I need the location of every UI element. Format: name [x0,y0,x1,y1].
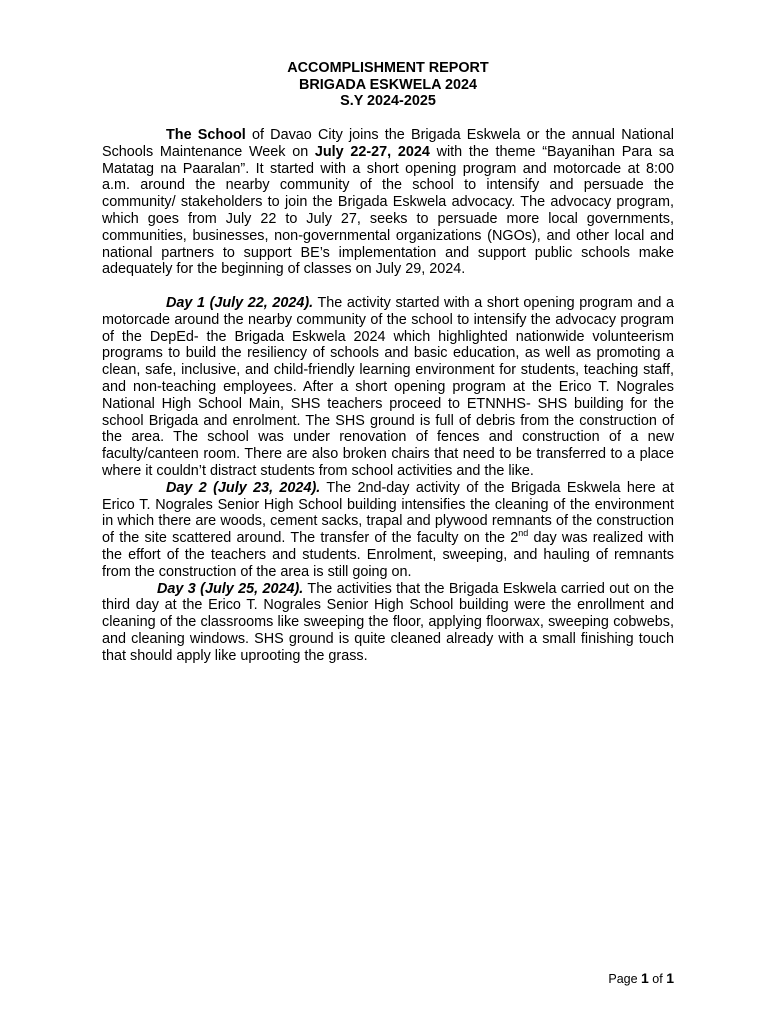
day3-text: The activities that the Brigada Eskwela carried out on the third day at the Erico T. Nograles Senior High School building were the enrollment and cleaning of the classrooms like sweeping the floor, applying floorwax, sweeping cobwebs, and cleaning windows. SHS ground is quite cleaned already with a small finishing touch that should apply like uprooting the grass. [102,580,674,664]
intro-text-1: of Davao City joins the Brigada Eskwela or the annual National Schools Maintenance Week on [102,127,674,160]
footer-of-label: of [648,972,667,986]
day2-text-1: The 2nd-day activity of the Brigada Eskwela here at Erico T. Nograles Senior High School building intensifies the cleaning of the environment in which there are woods, cement sacks, trapal and plywood remnants of the construction of the site scattered around. The transfer of the faculty on the 2 [102,479,674,547]
day2-paragraph [102,480,674,581]
intro-date: July 22-27, 2024 [314,143,430,160]
title-line-1: ACCOMPLISHMENT REPORT [287,60,489,76]
intro-lead: The School [166,127,246,143]
report-body [102,127,674,665]
footer-current-page: 1 [641,970,649,986]
day1-paragraph [102,295,674,480]
day3-lead: Day 3 (July 25, 2024). [157,580,304,597]
day1-lead: Day 1 (July 22, 2024). [166,294,314,311]
title-line-2: BRIGADA ESKWELA 2024 [298,76,478,93]
report-title [102,60,674,110]
title-line-3: S.Y 2024-2025 [340,93,436,109]
day2-superscript: nd [518,528,529,539]
footer-total-pages: 1 [666,970,674,986]
day2-text-2: day was realized with the effort of the teachers and students. Enrolment, sweeping, and hauling of remnants from the construction of the area is still going on. [102,530,674,580]
day3-paragraph [102,581,674,665]
intro-text-2: with the theme “Bayanihan Para sa Matatag na Paaralan”. It started with a short opening program and motorcade at 8:00 a.m. around the nearby community of the school to intensify and persuade the community/ stakeholders to join the Brigada Eskwela advocacy. The advocacy program, which goes from July 22 to July 27, seeks to persuade more local governments, communities, businesses, non-governmental organizations (NGOs), and other local and national partners to support BE’s implementation and support public schools make adequately for the beginning of classes on July 29, 2024. [102,143,675,278]
footer-page-label: Page [608,972,642,986]
page-number-footer [608,970,674,986]
day2-lead: Day 2 (July 23, 2024). [166,479,321,496]
day1-text: The activity started with a short opening program and a motorcade around the nearby community of the school to intensify the advocacy program of the DepEd- the Brigada Eskwela 2024 which highlighted nationwide volunteerism programs to build the resiliency of schools and basic education, as well as promoting a clean, safe, inclusive, and child-friendly learning environment for students, teaching staff, and non-teaching employees. After a short opening program at the Erico T. Nograles National High School Main, SHS teachers proceed to ETNNHS- SHS building for the school Brigada and enrolment. The SHS ground is full of debris from the construction of the area. The school was under renovation of fences and construction of a new faculty/canteen room. There are also broken chairs that need to be transferred to a place where it couldn’t distract students from school activities and the like. [102,294,674,479]
intro-paragraph [102,127,674,278]
